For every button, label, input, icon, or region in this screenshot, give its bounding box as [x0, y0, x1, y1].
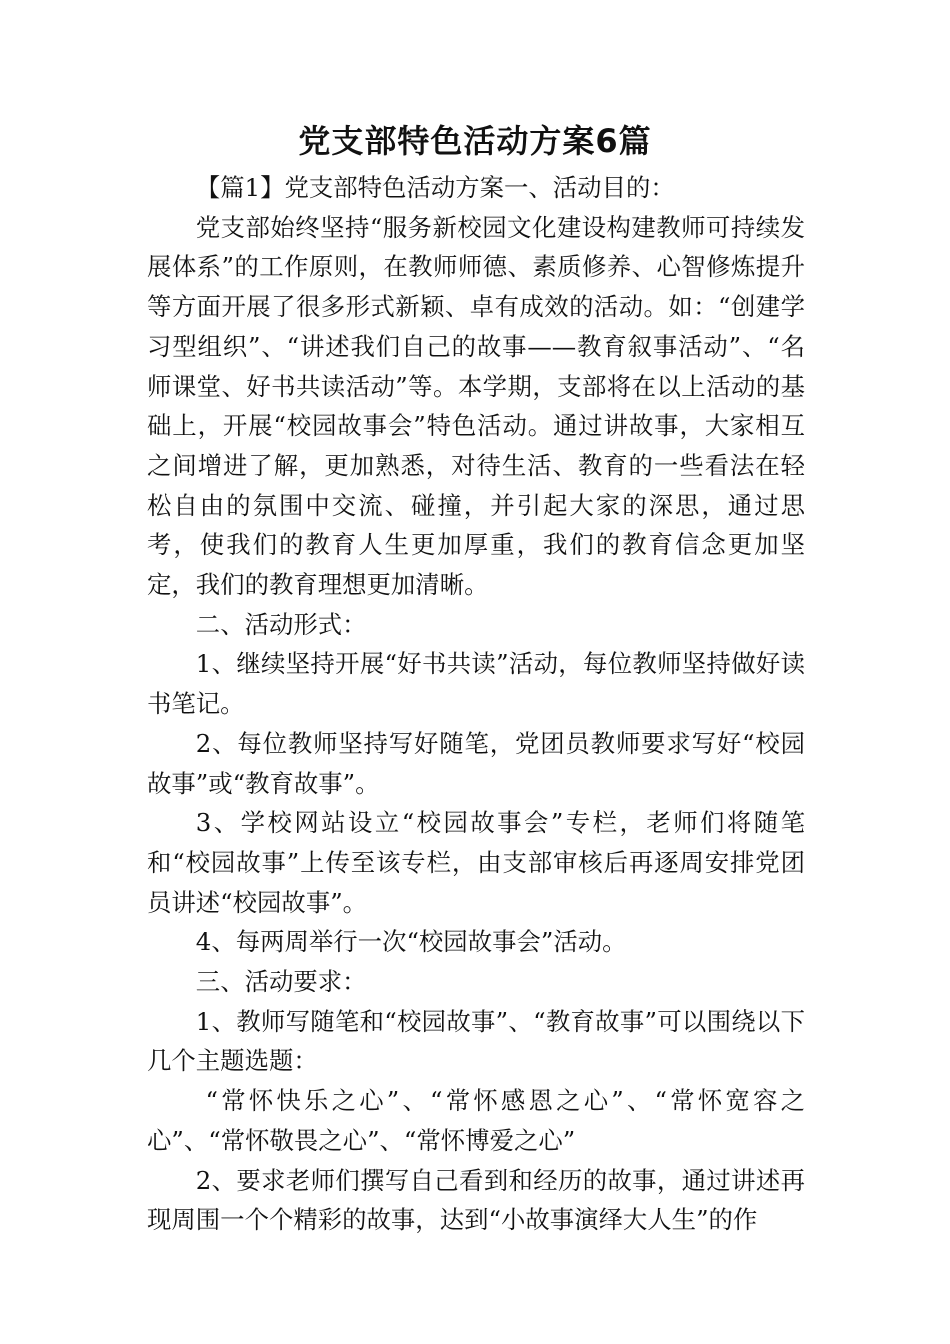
paragraph-form-item-1: 1、继续坚持开展“好书共读”活动，每位教师坚持做好读书笔记。: [147, 649, 805, 719]
paragraph-form-item-3: 3、学校网站设立“校园故事会”专栏，老师们将随笔和“校园故事”上传至该专栏，由支部审核后再逐周安排党团员讲述“校园故事”。: [147, 808, 805, 917]
paragraph-topic-list: “常怀快乐之心”、“常怀感恩之心”、“常怀宽容之心”、“常怀敬畏之心”、“常怀博爱之心”: [147, 1086, 805, 1155]
paragraph-section-heading: 【篇1】党支部特色活动方案一、活动目的：: [195, 173, 675, 202]
paragraph-activity-requirements-heading: 三、活动要求：: [195, 967, 367, 997]
paragraph-requirement-item-1: 1、教师写随笔和“校园故事”、“教育故事”可以围绕以下几个主题选题：: [147, 1006, 805, 1076]
paragraph-form-item-4: 4、每两周举行一次“校园故事会”活动。: [195, 927, 627, 957]
document-body: [147, 168, 805, 1240]
paragraph-activity-form-heading: 二、活动形式：: [195, 609, 367, 639]
paragraph-activity-purpose: 党支部始终坚持“服务新校园文化建设构建教师可持续发展体系”的工作原则，在教师师德、素质修养、心智修炼提升等方面开展了很多形式新颖、卓有成效的活动。如：“创建学习型组织”、“讲述我们自己的故事——教育叙事活动”、“名师课堂、好书共读活动”等。本学期，支部将在以上活动的基础上，开展“校园故事会”特色活动。通过讲故事，大家相互之间增进了解，更加熟悉，对待生活、教育的一些看法在轻松自由的氛围中交流、碰撞，并引起大家的深思，通过思考，使我们的教育人生更加厚重，我们的教育信念更加坚定，我们的教育理想更加清晰。: [147, 212, 805, 600]
paragraph-requirement-item-2: 2、要求老师们撰写自己看到和经历的故事，通过讲述再现周围一个个精彩的故事，达到“小故事演绎大人生”的作: [147, 1165, 805, 1235]
paragraph-form-item-2: 2、每位教师坚持写好随笔，党团员教师要求写好“校园故事”或“教育故事”。: [147, 728, 805, 798]
document-title: 党支部特色活动方案6篇: [298, 122, 652, 160]
